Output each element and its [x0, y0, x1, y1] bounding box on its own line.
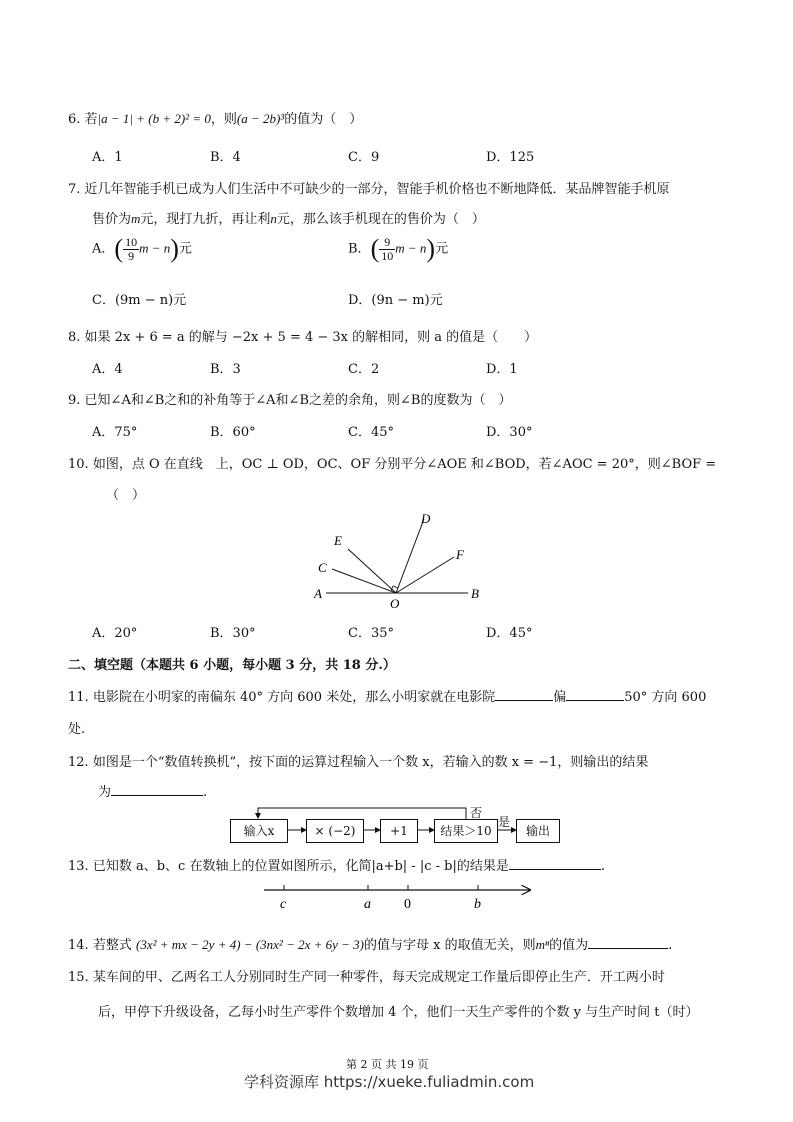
option-a: A．1 — [92, 150, 123, 165]
option-c: C．2 — [348, 362, 380, 377]
question-text: 元，那么该手机现在的售价为（ ） — [276, 212, 485, 227]
ray-oc — [332, 569, 396, 593]
formula: m − n — [395, 240, 427, 256]
flow-box-add: +1 — [380, 819, 418, 843]
label-o: O — [390, 596, 400, 611]
answer-blank[interactable] — [111, 783, 203, 796]
question-12 — [68, 751, 648, 770]
variable: n — [270, 211, 277, 226]
flow-box-input: 输入x — [230, 819, 288, 843]
question-text: 如果 2x + 6 = a 的解与 −2x + 5 = 4 − 3x 的解相同，则 a 的值是（ ） — [84, 330, 538, 345]
option-d: D．30° — [486, 425, 533, 440]
flow-box-condition: 结果＞10 — [434, 819, 498, 843]
option-c: C．(9m − n)元 — [92, 293, 187, 308]
question-text: . — [600, 859, 605, 874]
question-8 — [68, 326, 537, 345]
option-d: D．(9n − m)元 — [348, 293, 443, 308]
question-15-line2: 后，甲停下升级设备，乙每小时生产零件个数增加 4 个，他们一天生产零件的个数 y 与生产时间 t（时） — [98, 1005, 699, 1020]
formula: m − n — [139, 240, 171, 256]
question-number: 7. — [68, 182, 81, 197]
variable: m — [131, 211, 141, 226]
option-b: B．3 — [210, 362, 241, 377]
question-number: 15. — [68, 970, 89, 985]
page-number: 第 2 页 共 19 页 — [346, 1058, 429, 1071]
question-7 — [68, 178, 670, 197]
question-number: 10. — [68, 457, 89, 472]
question-text: 已知数 a、b、c 在数轴上的位置如图所示，化简|a+b| - |c - b|的结果是 — [92, 859, 509, 874]
label-e: E — [334, 533, 342, 548]
question-text: 的值与字母 x 的取值无关，则 — [364, 938, 536, 953]
question-text: 元，现打九折，再让利 — [140, 212, 271, 227]
label-a: a — [364, 897, 371, 912]
answer-blank[interactable] — [509, 857, 601, 870]
question-number: 6. — [68, 112, 81, 127]
option-d: D．125 — [486, 150, 535, 165]
question-15 — [68, 966, 665, 985]
number-line — [260, 880, 540, 914]
label-c: C — [318, 560, 327, 575]
question-text: 如图，点 O 在直线 上，OC ⊥ OD，OC、OF 分别平分∠AOE 和∠BOD，若∠AOC = 20°，则∠BOF = — [92, 457, 717, 472]
question-11 — [68, 686, 706, 705]
question-text: 电影院在小明家的南偏东 40° 方向 600 米处，那么小明家就在电影院 — [92, 690, 496, 705]
question-number: 13. — [68, 859, 89, 874]
formula: (a − 2b)³ — [236, 111, 285, 126]
formula: (3x² + mx − 2y + 4) − (3nx² − 2x + 6y − 3) — [135, 937, 365, 952]
option-b: B．( $\frac{9}{10}$ m − n)元 — [348, 234, 449, 263]
option-a: A．4 — [92, 362, 123, 377]
option-label: A． — [92, 241, 115, 257]
label-b: b — [474, 897, 481, 912]
label-c: c — [280, 897, 287, 912]
question-text: 如图是一个“数值转换机”，按下面的运算过程输入一个数 x，若输入的数 x = −1，则输出的结果 — [92, 755, 649, 770]
question-text: 已知∠A和∠B之和的补角等于∠A和∠B之差的余角，则∠B的度数为（ ） — [84, 393, 512, 408]
watermark: 学科资源库 https://xueke.fuliadmin.com — [244, 1073, 535, 1091]
unit: 元 — [435, 241, 449, 257]
unit: 元 — [178, 241, 192, 257]
angle-diagram — [300, 505, 500, 615]
option-d: D．45° — [486, 626, 533, 641]
label-a: A — [314, 586, 322, 601]
question-text: . — [668, 938, 673, 953]
question-number: 9. — [68, 393, 81, 408]
formula: |a − 1| + (b + 2)² = 0 — [97, 111, 211, 126]
ray-of — [396, 557, 454, 593]
option-a: A．20° — [92, 626, 138, 641]
ray-oe — [348, 549, 396, 593]
question-text: 的值为（ ） — [284, 112, 363, 127]
fraction: $\frac{10}{9}$ — [125, 234, 138, 263]
ray-od — [396, 519, 424, 593]
answer-blank[interactable] — [588, 936, 668, 949]
question-number: 11. — [68, 690, 89, 705]
answer-blank[interactable] — [495, 688, 553, 701]
option-c: C．9 — [348, 150, 380, 165]
flow-box-output: 输出 — [516, 819, 560, 843]
question-13 — [68, 855, 605, 874]
question-text: 售价为 — [92, 212, 132, 227]
fraction: $\frac{9}{10}$ — [381, 234, 394, 263]
option-c: C．35° — [348, 626, 394, 641]
question-10 — [68, 453, 716, 472]
option-a: A．75° — [92, 425, 138, 440]
question-number: 12. — [68, 755, 89, 770]
question-text: 偏 — [553, 690, 567, 705]
question-9 — [68, 389, 511, 408]
question-text: 若 — [84, 112, 98, 127]
question-14 — [68, 934, 672, 953]
option-b: B．60° — [210, 425, 256, 440]
label-f: F — [456, 547, 464, 562]
label-d: D — [421, 511, 431, 526]
option-b: B．30° — [210, 626, 256, 641]
yes-label: 是 — [498, 815, 511, 829]
answer-paren: （ ） — [106, 488, 146, 503]
question-text: 某车间的甲、乙两名工人分别同时生产同一种零件，每天完成规定工作量后即停止生产．开工两小时 — [92, 970, 665, 985]
loop-arrow — [258, 808, 466, 819]
question-text: 50° 方向 600 — [624, 690, 707, 705]
question-text: 为 — [98, 785, 112, 800]
question-7-line2 — [92, 208, 485, 227]
answer-blank[interactable] — [566, 688, 624, 701]
option-c: C．45° — [348, 425, 394, 440]
question-12-line2 — [98, 781, 207, 800]
question-6 — [68, 108, 362, 127]
flow-box-multiply: × (−2) — [306, 819, 364, 843]
variable: mⁿ — [535, 937, 550, 952]
question-text: 的值为 — [549, 938, 589, 953]
no-label: 否 — [470, 806, 483, 820]
label-zero: 0 — [404, 897, 411, 912]
option-a: A．( $\frac{10}{9}$ m − n)元 — [92, 234, 192, 263]
option-label: B． — [348, 241, 371, 257]
option-b: B．4 — [210, 150, 241, 165]
question-text: ，则 — [210, 112, 237, 127]
question-11-line2: 处. — [68, 722, 86, 737]
question-text: 若整式 — [92, 938, 132, 953]
question-number: 8. — [68, 330, 81, 345]
question-number: 14. — [68, 938, 89, 953]
option-d: D．1 — [486, 362, 518, 377]
section-title: 二、填空题（本题共 6 小题，每小题 3 分，共 18 分.） — [68, 658, 396, 673]
label-b: B — [471, 586, 479, 601]
question-text: . — [203, 785, 208, 800]
question-text: 近几年智能手机已成为人们生活中不可缺少的一部分，智能手机价格也不断地降低．某品牌智能手机原 — [84, 182, 670, 197]
